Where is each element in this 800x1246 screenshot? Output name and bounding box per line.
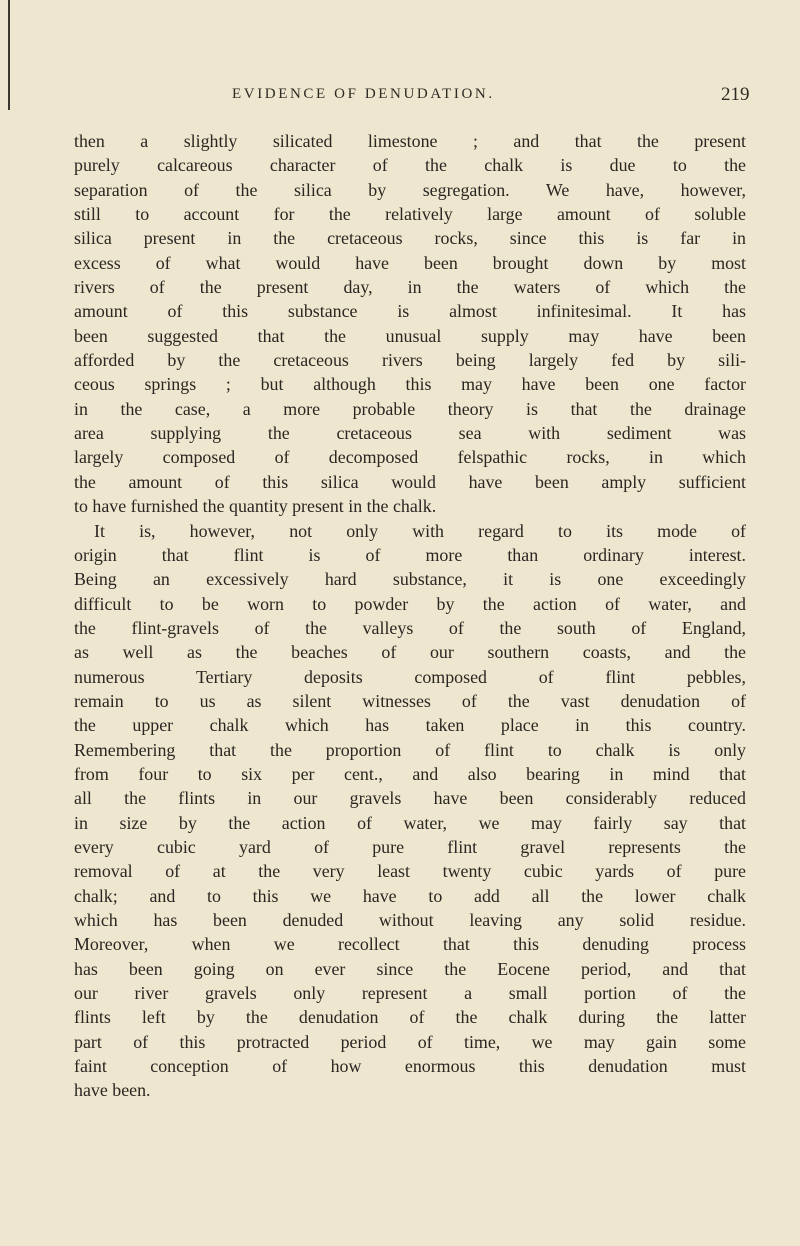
text-line: from four to six per cent., and also bearing in mind that: [74, 763, 746, 784]
text-line: in size by the action of water, we may fairly say that: [74, 812, 746, 833]
text-line: the amount of this silica would have been amply sufficient: [74, 471, 746, 492]
text-line: Moreover, when we recollect that this denuding process: [74, 934, 746, 955]
text-line: every cubic yard of pure flint gravel represents the: [74, 836, 746, 857]
text-line: flints left by the denudation of the chalk during the latter: [74, 1007, 746, 1028]
text-line: numerous Tertiary deposits composed of flint pebbles,: [74, 666, 746, 687]
page-number: 219: [721, 84, 750, 105]
body-text: [74, 129, 746, 1103]
text-line: still to account for the relatively large amount of soluble: [74, 204, 746, 225]
text-line: part of this protracted period of time, we may gain some: [74, 1031, 746, 1052]
text-line: excess of what would have been brought down by most: [74, 252, 746, 273]
paragraph-end-line: have been.: [74, 1080, 151, 1101]
text-line: the flint-gravels of the valleys of the south of England,: [74, 617, 746, 638]
text-line: in the case, a more probable theory is that the drainage: [74, 398, 746, 419]
text-line: remain to us as silent witnesses of the vast denudation of: [74, 690, 746, 711]
running-title: EVIDENCE OF DENUDATION.: [232, 86, 495, 102]
text-line: which has been denuded without leaving any solid residue.: [74, 910, 746, 930]
text-line: the upper chalk which has taken place in this country.: [74, 715, 746, 736]
text-line: area supplying the cretaceous sea with sediment was: [74, 423, 746, 444]
text-line: amount of this substance is almost infinitesimal. It has: [74, 301, 746, 322]
text-line: origin that flint is of more than ordinary interest.: [74, 544, 746, 565]
text-line: as well as the beaches of our southern coasts, and the: [74, 642, 746, 663]
text-line: removal of at the very least twenty cubic yards of pure: [74, 861, 746, 882]
text-line: largely composed of decomposed felspathic rocks, in which: [74, 447, 746, 468]
paragraph-end-line: to have furnished the quantity present in the chalk.: [74, 496, 437, 517]
text-line: Being an excessively hard substance, it is one exceedingly: [74, 569, 746, 590]
paragraph-start-line: It is, however, not only with regard to its mode of: [94, 520, 746, 541]
text-line: afforded by the cretaceous rivers being largely fed by sili-: [74, 350, 746, 371]
text-line: faint conception of how enormous this denudation must: [74, 1056, 746, 1077]
text-line: difficult to be worn to powder by the action of water, and: [74, 593, 746, 614]
text-line: ceous springs ; but although this may have been one factor: [74, 374, 746, 395]
text-line: then a slightly silicated limestone ; and that the present: [74, 131, 746, 151]
text-line: purely calcareous character of the chalk is due to the: [74, 155, 746, 176]
text-line: silica present in the cretaceous rocks, since this is far in: [74, 228, 746, 249]
text-line: Remembering that the proportion of flint to chalk is only: [74, 739, 746, 760]
text-line: been suggested that the unusual supply may have been: [74, 325, 746, 346]
text-line: has been going on ever since the Eocene period, and that: [74, 958, 746, 979]
page-header: [0, 86, 800, 116]
text-line: chalk; and to this we have to add all the lower chalk: [74, 885, 746, 906]
text-line: rivers of the present day, in the waters of which the: [74, 277, 746, 298]
text-line: our river gravels only represent a small portion of the: [74, 983, 746, 1004]
text-line: all the flints in our gravels have been considerably reduced: [74, 788, 746, 809]
text-line: separation of the silica by segregation. We have, however,: [74, 179, 746, 200]
